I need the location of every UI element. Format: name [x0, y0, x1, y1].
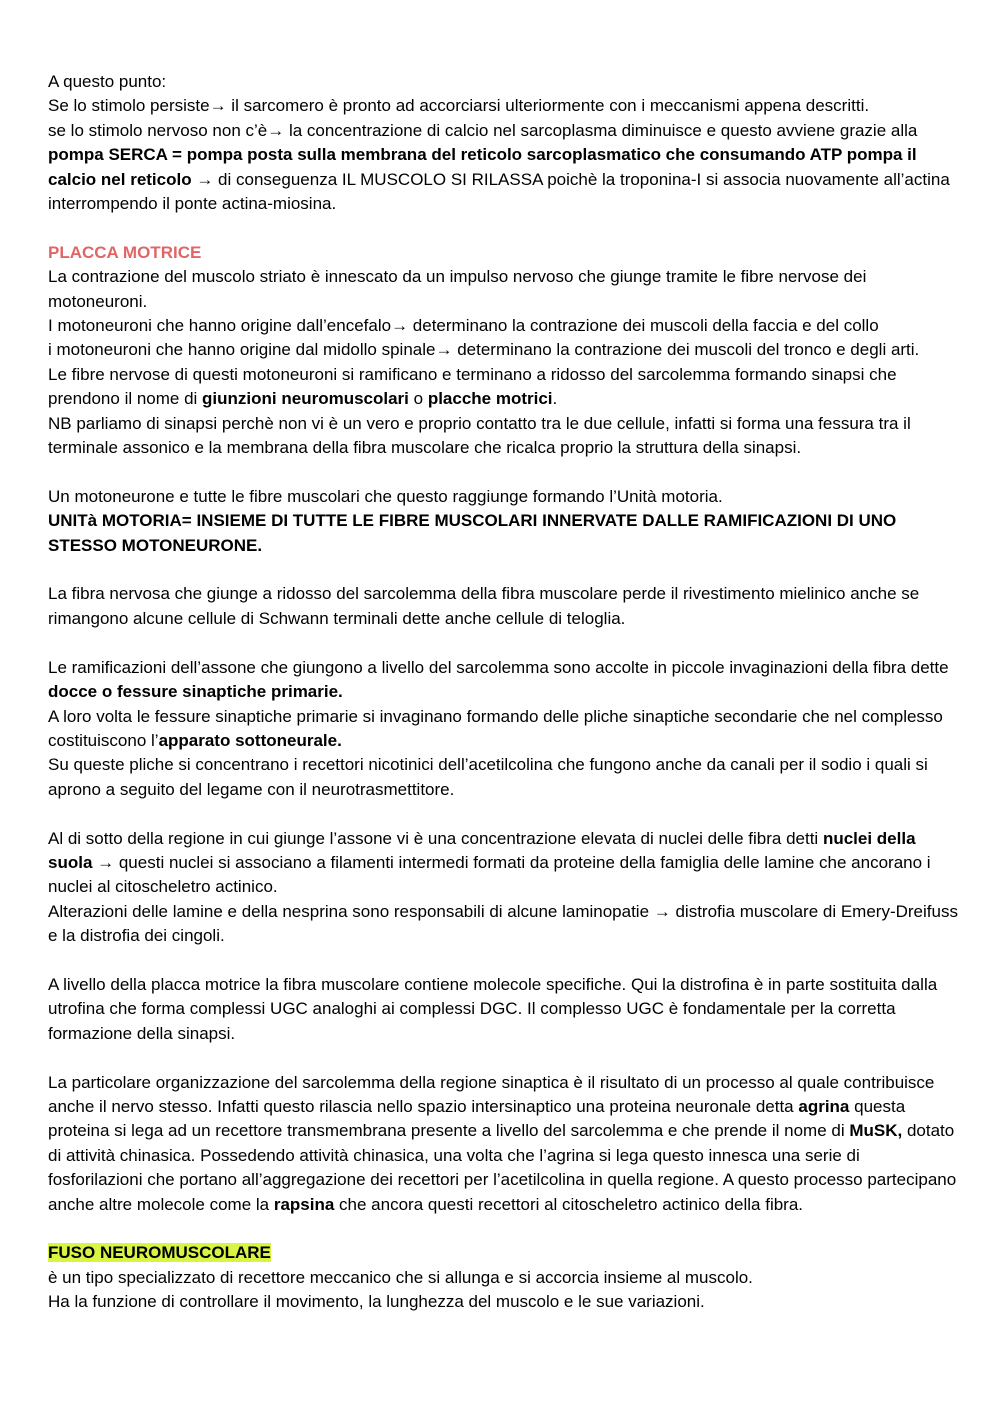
paragraph — [48, 509, 958, 558]
section-heading-placca-motrice — [48, 241, 958, 265]
spacer — [48, 1217, 958, 1241]
paragraph: A livello della placca motrice la fibra muscolare contiene molecole specifiche. Qui la distrofina è in parte sostituita dalla utrofina che forma complessi UGC analoghi ai complessi DGC. Il complesso UGC è fondamentale per la corretta formazione della sinapsi. — [48, 974, 938, 1043]
paragraph: Se lo stimolo persiste→ il sarcomero è pronto ad accorciarsi ulteriormente con i meccanismi appena descritti. — [48, 96, 870, 116]
paragraph: NB parliamo di sinapsi perchè non vi è un vero e proprio contatto tra le due cellule, infatti si forma una fessura tra il terminale assonico e la membrana della fibra muscolare che ricalca proprio la struttura della sinapsi. — [48, 413, 911, 458]
text-run: dotato di attività chinasica. Possedendo attività chinasica, una volta che l’agrina si lega questo innesca una serie di fosforilazioni che portano all’aggregazione dei recettori per l’acetilcolina in quella regione. A questo processo partecipano anche altre molecole come la — [48, 1121, 957, 1214]
text-run: Le fibre nervose di questi motoneuroni si ramificano e terminano a ridosso del sarcolemma formando sinapsi che prendono il nome di — [48, 364, 897, 409]
paragraph — [48, 363, 958, 412]
spacer — [48, 949, 958, 973]
highlighted-heading-text: FUSO NEUROMUSCOLARE — [48, 1243, 271, 1263]
paragraph — [48, 1071, 958, 1217]
text-run: se lo stimolo nervoso non c’è→ la concentrazione di calcio nel sarcoplasma diminuisce e questo avviene grazie alla — [48, 120, 918, 140]
text-run: → di conseguenza IL MUSCOLO SI RILASSA poichè la troponina-I si associa nuovamente all’actina interrompendo il ponte actina-miosina. — [48, 169, 950, 214]
bold-text: docce o fessure sinaptiche primarie. — [48, 682, 343, 702]
bold-text: apparato sottoneurale. — [158, 730, 342, 750]
paragraph: La contrazione del muscolo striato è innescato da un impulso nervoso che giunge tramite le fibre nervose dei motoneuroni. — [48, 267, 867, 311]
bold-text: placche motrici — [427, 389, 553, 409]
bold-text: UNITà MOTORIA= INSIEME DI TUTTE LE FIBRE MUSCOLARI INNERVATE DALLE RAMIFICAZIONI DI UNO STESSO MOTONEURONE. — [48, 511, 897, 555]
bold-text: MuSK, — [849, 1121, 903, 1141]
paragraph: La fibra nervosa che giunge a ridosso del sarcolemma della fibra muscolare perde il rivestimento mielinico anche se rimangono alcune cellule di Schwann terminali dette anche cellule di teloglia. — [48, 584, 920, 628]
heading-text: PLACCA MOTRICE — [48, 242, 202, 262]
paragraph — [48, 827, 958, 900]
text-run: A loro volta le fessure sinaptiche primarie si invaginano formando delle pliche sinaptiche secondarie che nel complesso costituiscono l’ — [48, 706, 943, 750]
spacer — [48, 460, 958, 484]
paragraph — [48, 119, 958, 217]
section-heading-fuso-neuromuscolare — [48, 1241, 958, 1265]
text-run: La particolare organizzazione del sarcolemma della regione sinaptica è il risultato di un processo al quale contribuisce anche il nervo stesso. Infatti questo rilascia nello spazio intersinaptico una proteina neuronale detta — [48, 1072, 935, 1116]
spacer — [48, 802, 958, 826]
paragraph: I motoneuroni che hanno origine dall’encefalo→ determinano la contrazione dei muscoli della faccia e del collo — [48, 316, 879, 336]
paragraph — [48, 705, 958, 754]
paragraph: Un motoneurone e tutte le fibre muscolari che questo raggiunge formando l’Unità motoria. — [48, 486, 723, 506]
spacer — [48, 216, 958, 240]
spacer — [48, 558, 958, 582]
text-run: → questi nuclei si associano a filamenti intermedi formati da proteine della famiglia delle lamine che ancorano i nuclei al citoscheletro actinico. — [48, 852, 931, 897]
spacer — [48, 631, 958, 655]
paragraph: Alterazioni delle lamine e della nesprina sono responsabili di alcune laminopatie → distrofia muscolare di Emery-Dreifuss e la distrofia dei cingoli. — [48, 901, 958, 946]
bold-text: agrina — [798, 1096, 850, 1116]
text-run: Al di sotto della regione in cui giunge l’assone vi è una concentrazione elevata di nuclei delle fibra detti — [48, 828, 823, 848]
bold-text: pompa SERCA = pompa posta sulla membrana del reticolo sarcoplasmatico che consumando ATP pompa il calcio nel reticolo — [48, 145, 917, 189]
paragraph: è un tipo specializzato di recettore meccanico che si allunga e si accorcia insieme al muscolo. — [48, 1267, 753, 1287]
paragraph: Ha la funzione di controllare il movimento, la lunghezza del muscolo e le sue variazioni. — [48, 1292, 705, 1312]
text-run: Le ramificazioni dell’assone che giungono a livello del sarcolemma sono accolte in piccole invaginazioni della fibra dette — [48, 657, 949, 677]
text-run: questa proteina si lega ad un recettore transmembrana presente a livello del sarcolemma e che prende il nome di — [48, 1096, 906, 1141]
paragraph: A questo punto: — [48, 72, 167, 91]
text-run: . — [552, 389, 558, 409]
paragraph — [48, 656, 958, 705]
text-run: che ancora questi recettori al citoscheletro actinico della fibra. — [334, 1194, 804, 1214]
spacer — [48, 1046, 958, 1070]
paragraph: Su queste pliche si concentrano i recettori nicotinici dell’acetilcolina che fungono anche da canali per il sodio i quali si aprono a seguito del legame con il neurotrasmettitore. — [48, 755, 928, 799]
document-page — [48, 70, 958, 1315]
bold-text: rapsina — [273, 1194, 335, 1214]
text-run: o — [408, 389, 428, 409]
bold-text: giunzioni neuromuscolari — [202, 389, 409, 409]
bold-text: nuclei della suola — [48, 828, 916, 872]
paragraph: i motoneuroni che hanno origine dal midollo spinale→ determinano la contrazione dei muscoli del tronco e degli arti. — [48, 340, 920, 360]
